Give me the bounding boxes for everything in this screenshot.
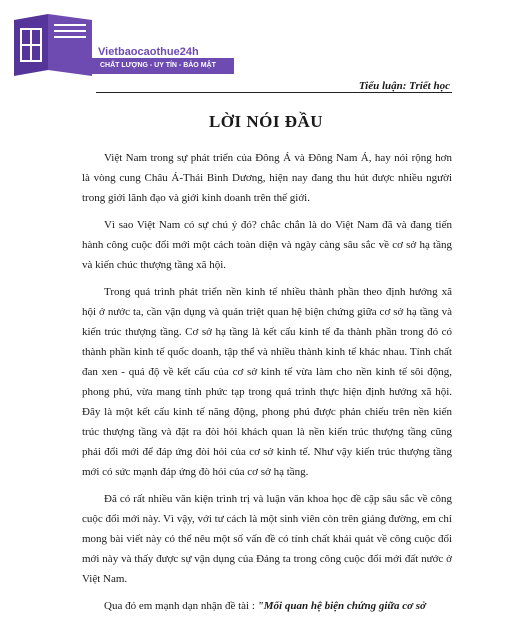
paragraph-2: Vì sao Việt Nam có sự chú ý đó? chắc chắn là do Việt Nam đã và đang tiến hành công cuộc đổi mới một cách toàn diện và ngày càng sâu sắc về cơ sở hạ tầng và kiến chúc thượng tầng xã hội.: [82, 219, 452, 271]
document-title: LỜI NÓI ĐẦU: [208, 112, 324, 131]
paragraph-5: [82, 596, 452, 616]
paragraph-1: Việt Nam trong sự phát triển của Đông Á và Đông Nam Á, hay nói rộng hơn là vòng cung Châu Á-Thái Bình Dương, hiện nay đang thu hút được nhiều người trong giới lãnh đạo và giới kinh doanh trên thế giới.: [82, 152, 452, 204]
header-divider: [96, 92, 452, 93]
paragraph-5-lead: Qua đó em mạnh dạn nhận đề tài :: [104, 600, 258, 612]
paragraph-3: Trong quá trình phát triển nền kinh tế nhiều thành phần theo định hướng xã hội ở nước ta, cần vận dụng và quán triệt quan hệ biện chứng giữa cơ sở hạ tầng và kiến trúc thượng tầng. Cơ sở hạ tầng là kết cấu kinh tế đa thành phần trong đó có thành phần kinh tế quốc doanh, tập thể và nhiều thành kinh tế khác nhau. Tính chất đan xen - quá độ về kết cấu của cơ sở kinh tế vừa làm cho nền kinh tế sôi động, phong phú, vừa mang tính phức tạp trong quá trình thực hiện định hướng xã hội. Đây là một kết cấu kinh tế năng động, phong phú được phản chiếu trên nền kiến trúc thượng tầng và đặt ra đòi hỏi khách quan là nền kiến trúc thượng tầng cũng phải đổi mới để đáp ứng đòi hỏi của cơ sở kinh tế. Như vậy kiến trúc thượng tầng mới có sức mạnh đáp ứng đò hỏi của cơ sở hạ tầng.: [82, 286, 452, 478]
book-logo-icon: [14, 14, 96, 76]
document-header-note: Tiểu luận: Triết học: [358, 80, 450, 92]
document-body: [82, 148, 452, 623]
brand-name: Vietbaocaothue24h: [98, 46, 199, 58]
paragraph-4: Đã có rất nhiều văn kiện trình trị và luận văn khoa học đề cập sâu sắc về công cuộc đổi mới này. Vì vậy, với tư cách là một sinh viên còn trên giảng đường, em chỉ mong bài viết này có thể nêu một số vấn đề có tính chất khái quát về công cuộc đổi mới này và thấy được sự vận dụng của Đảng ta trong công cuộc đổi mới đất nước ở Việt Nam.: [82, 493, 452, 585]
topic-title-emphasis: "Mối quan hệ biện chứng giữa cơ sở: [257, 600, 426, 612]
brand-tagline: CHẤT LƯỢNG - UY TÍN - BẢO MẬT: [92, 58, 234, 74]
